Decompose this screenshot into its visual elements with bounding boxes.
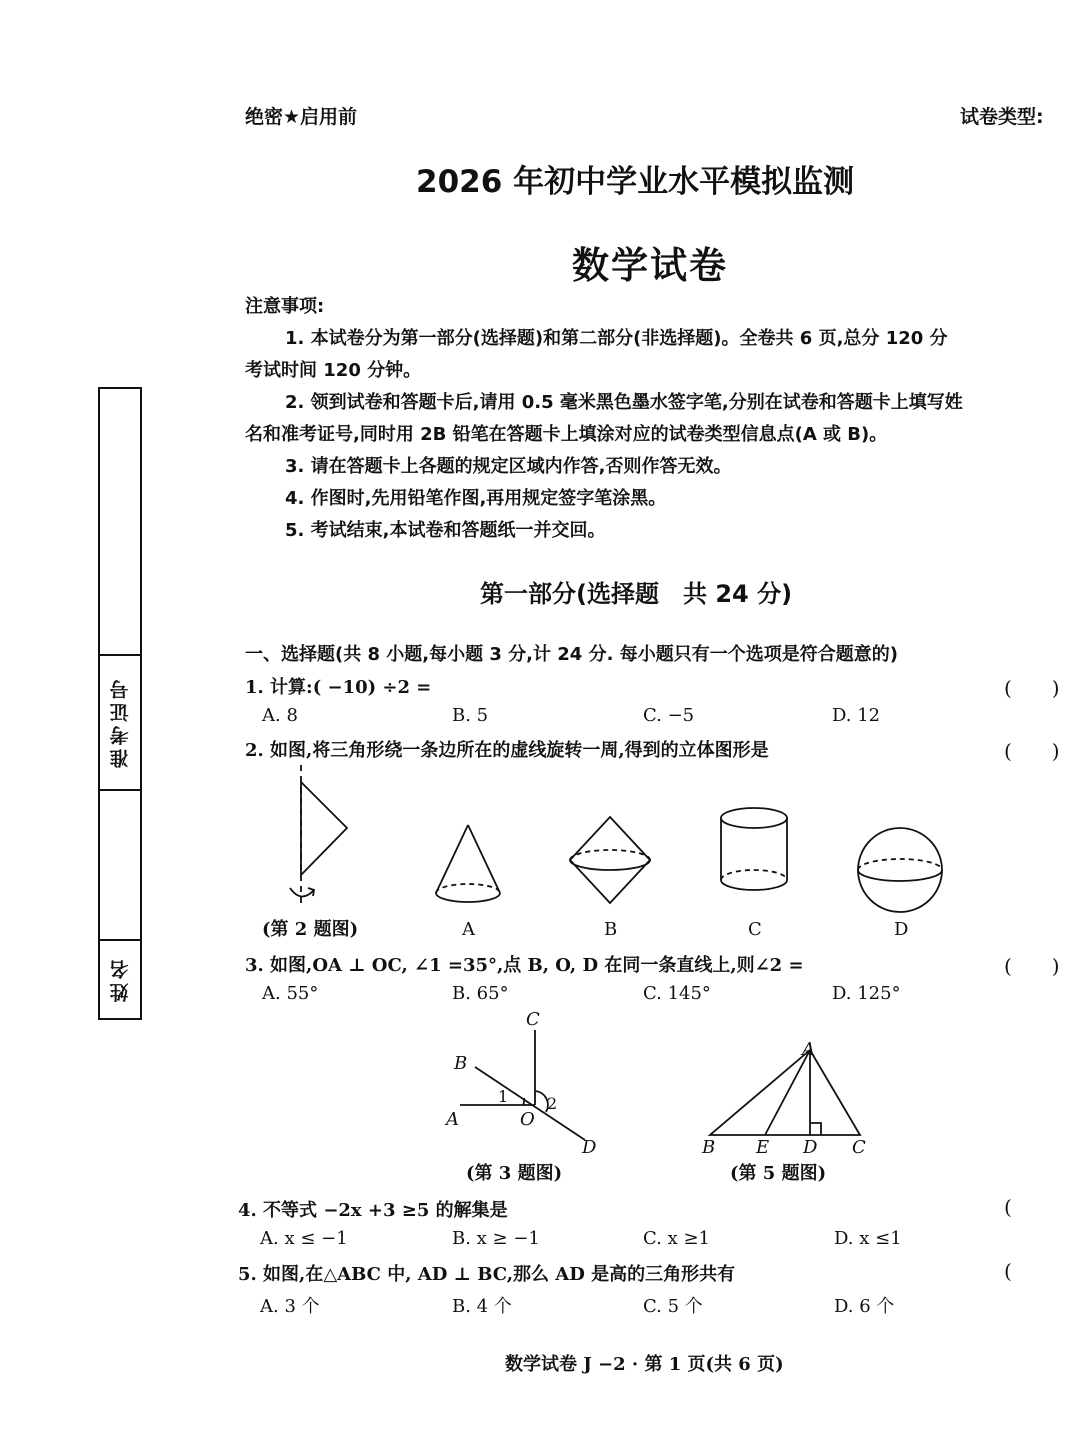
point-label: B xyxy=(454,1053,468,1074)
note-item: 3. 请在答题卡上各题的规定区域内作答,否则作答无效。 xyxy=(285,456,732,477)
paper-type-label: 试卷类型: xyxy=(960,106,1044,128)
question-stem: 3. 如图,OA ⊥ OC, ∠1 =35°,点 B, O, D 在同一条直线上,则∠2 = xyxy=(245,955,804,976)
triangle-shape xyxy=(301,782,347,875)
option-b: B. 65° xyxy=(452,983,509,1004)
point-label: C xyxy=(852,1137,866,1158)
cylinder-shape xyxy=(721,808,787,828)
figure-q2 xyxy=(250,760,970,945)
angle-label: 1 xyxy=(498,1087,509,1106)
figure-q3-q5 xyxy=(430,1005,900,1190)
question-stem: 4. 不等式 −2x +3 ≥5 的解集是 xyxy=(238,1200,508,1221)
answer-parens: ( xyxy=(1004,1195,1012,1219)
option-c: C. 5 个 xyxy=(643,1296,703,1317)
answer-parens: ( ) xyxy=(1004,676,1060,700)
option-d: D. 125° xyxy=(832,983,901,1004)
section-instruction: 一、选择题(共 8 小题,每小题 3 分,计 24 分. 每小题只有一个选项是符合题意的) xyxy=(245,644,898,665)
point-label: D xyxy=(582,1137,597,1158)
question-stem: 2. 如图,将三角形绕一条边所在的虚线旋转一周,得到的立体图形是 xyxy=(245,740,769,761)
answer-parens: ( ) xyxy=(1004,739,1060,763)
figure-caption: (第 2 题图) xyxy=(262,919,359,940)
option-c: C. x ≥1 xyxy=(643,1228,710,1249)
option-d: D. x ≤1 xyxy=(834,1228,902,1249)
option-a: A. 3 个 xyxy=(260,1296,320,1317)
answer-parens: ( xyxy=(1004,1259,1012,1283)
figure-label: D xyxy=(894,919,909,940)
figure-caption: (第 3 题图) xyxy=(466,1163,563,1184)
point-label: A xyxy=(446,1109,459,1130)
triangle-abc xyxy=(710,1050,860,1135)
option-a: A. 8 xyxy=(262,705,298,726)
name-field-label: 姓名 xyxy=(109,956,132,1003)
point-label: B xyxy=(702,1137,716,1158)
angle-label: 2 xyxy=(547,1094,558,1113)
note-item: 4. 作图时,先用铅笔作图,再用规定签字笔涂黑。 xyxy=(285,488,667,509)
question-stem: 1. 计算:( −10) ÷2 = xyxy=(245,677,432,698)
option-c: C. −5 xyxy=(643,705,695,726)
option-a: A. 55° xyxy=(262,983,319,1004)
option-c: C. 145° xyxy=(643,983,711,1004)
figure-caption: (第 5 题图) xyxy=(730,1163,827,1184)
option-b: B. 4 个 xyxy=(452,1296,512,1317)
strip-divider xyxy=(98,789,142,791)
double-cone-shape xyxy=(570,817,650,903)
point-label: E xyxy=(756,1137,770,1158)
exam-id-field-label: 准考证号 xyxy=(109,676,132,769)
note-item: 2. 领到试卷和答题卡后,请用 0.5 毫米黑色墨水签字笔,分别在试卷和答题卡上填写姓 xyxy=(285,392,963,413)
figure-label: B xyxy=(604,919,618,940)
figure-label: A xyxy=(462,919,475,940)
answer-parens: ( ) xyxy=(1004,954,1060,978)
option-d: D. 12 xyxy=(832,705,881,726)
subject-title: 数学试卷 xyxy=(572,244,728,287)
note-item: 名和准考证号,同时用 2B 铅笔在答题卡上填涂对应的试卷类型信息点(A 或 B)。 xyxy=(245,424,888,445)
part1-title: 第一部分(选择题 共 24 分) xyxy=(480,580,793,608)
exam-title: 2026 年初中学业水平模拟监测 xyxy=(416,164,855,200)
point-label: A xyxy=(802,1039,815,1060)
note-item: 1. 本试卷分为第一部分(选择题)和第二部分(非选择题)。全卷共 6 页,总分 120 分 xyxy=(285,328,948,349)
option-b: B. 5 xyxy=(452,705,489,726)
confidential-label: 绝密★启用前 xyxy=(245,106,358,128)
note-item: 考试时间 120 分钟。 xyxy=(245,360,422,381)
note-item: 5. 考试结束,本试卷和答题纸一并交回。 xyxy=(285,520,606,541)
sphere-shape xyxy=(858,828,942,912)
option-d: D. 6 个 xyxy=(834,1296,895,1317)
point-label: O xyxy=(520,1109,535,1130)
page-footer: 数学试卷 J −2 · 第 1 页(共 6 页) xyxy=(505,1354,784,1375)
point-label: C xyxy=(526,1009,540,1030)
point-label: D xyxy=(803,1137,818,1158)
question-stem: 5. 如图,在△ABC 中, AD ⊥ BC,那么 AD 是高的三角形共有 xyxy=(238,1264,736,1285)
figure-label: C xyxy=(748,919,762,940)
notes-heading: 注意事项: xyxy=(245,296,325,317)
option-b: B. x ≥ −1 xyxy=(452,1228,540,1249)
option-a: A. x ≤ −1 xyxy=(260,1228,348,1249)
cone-shape xyxy=(436,825,468,893)
